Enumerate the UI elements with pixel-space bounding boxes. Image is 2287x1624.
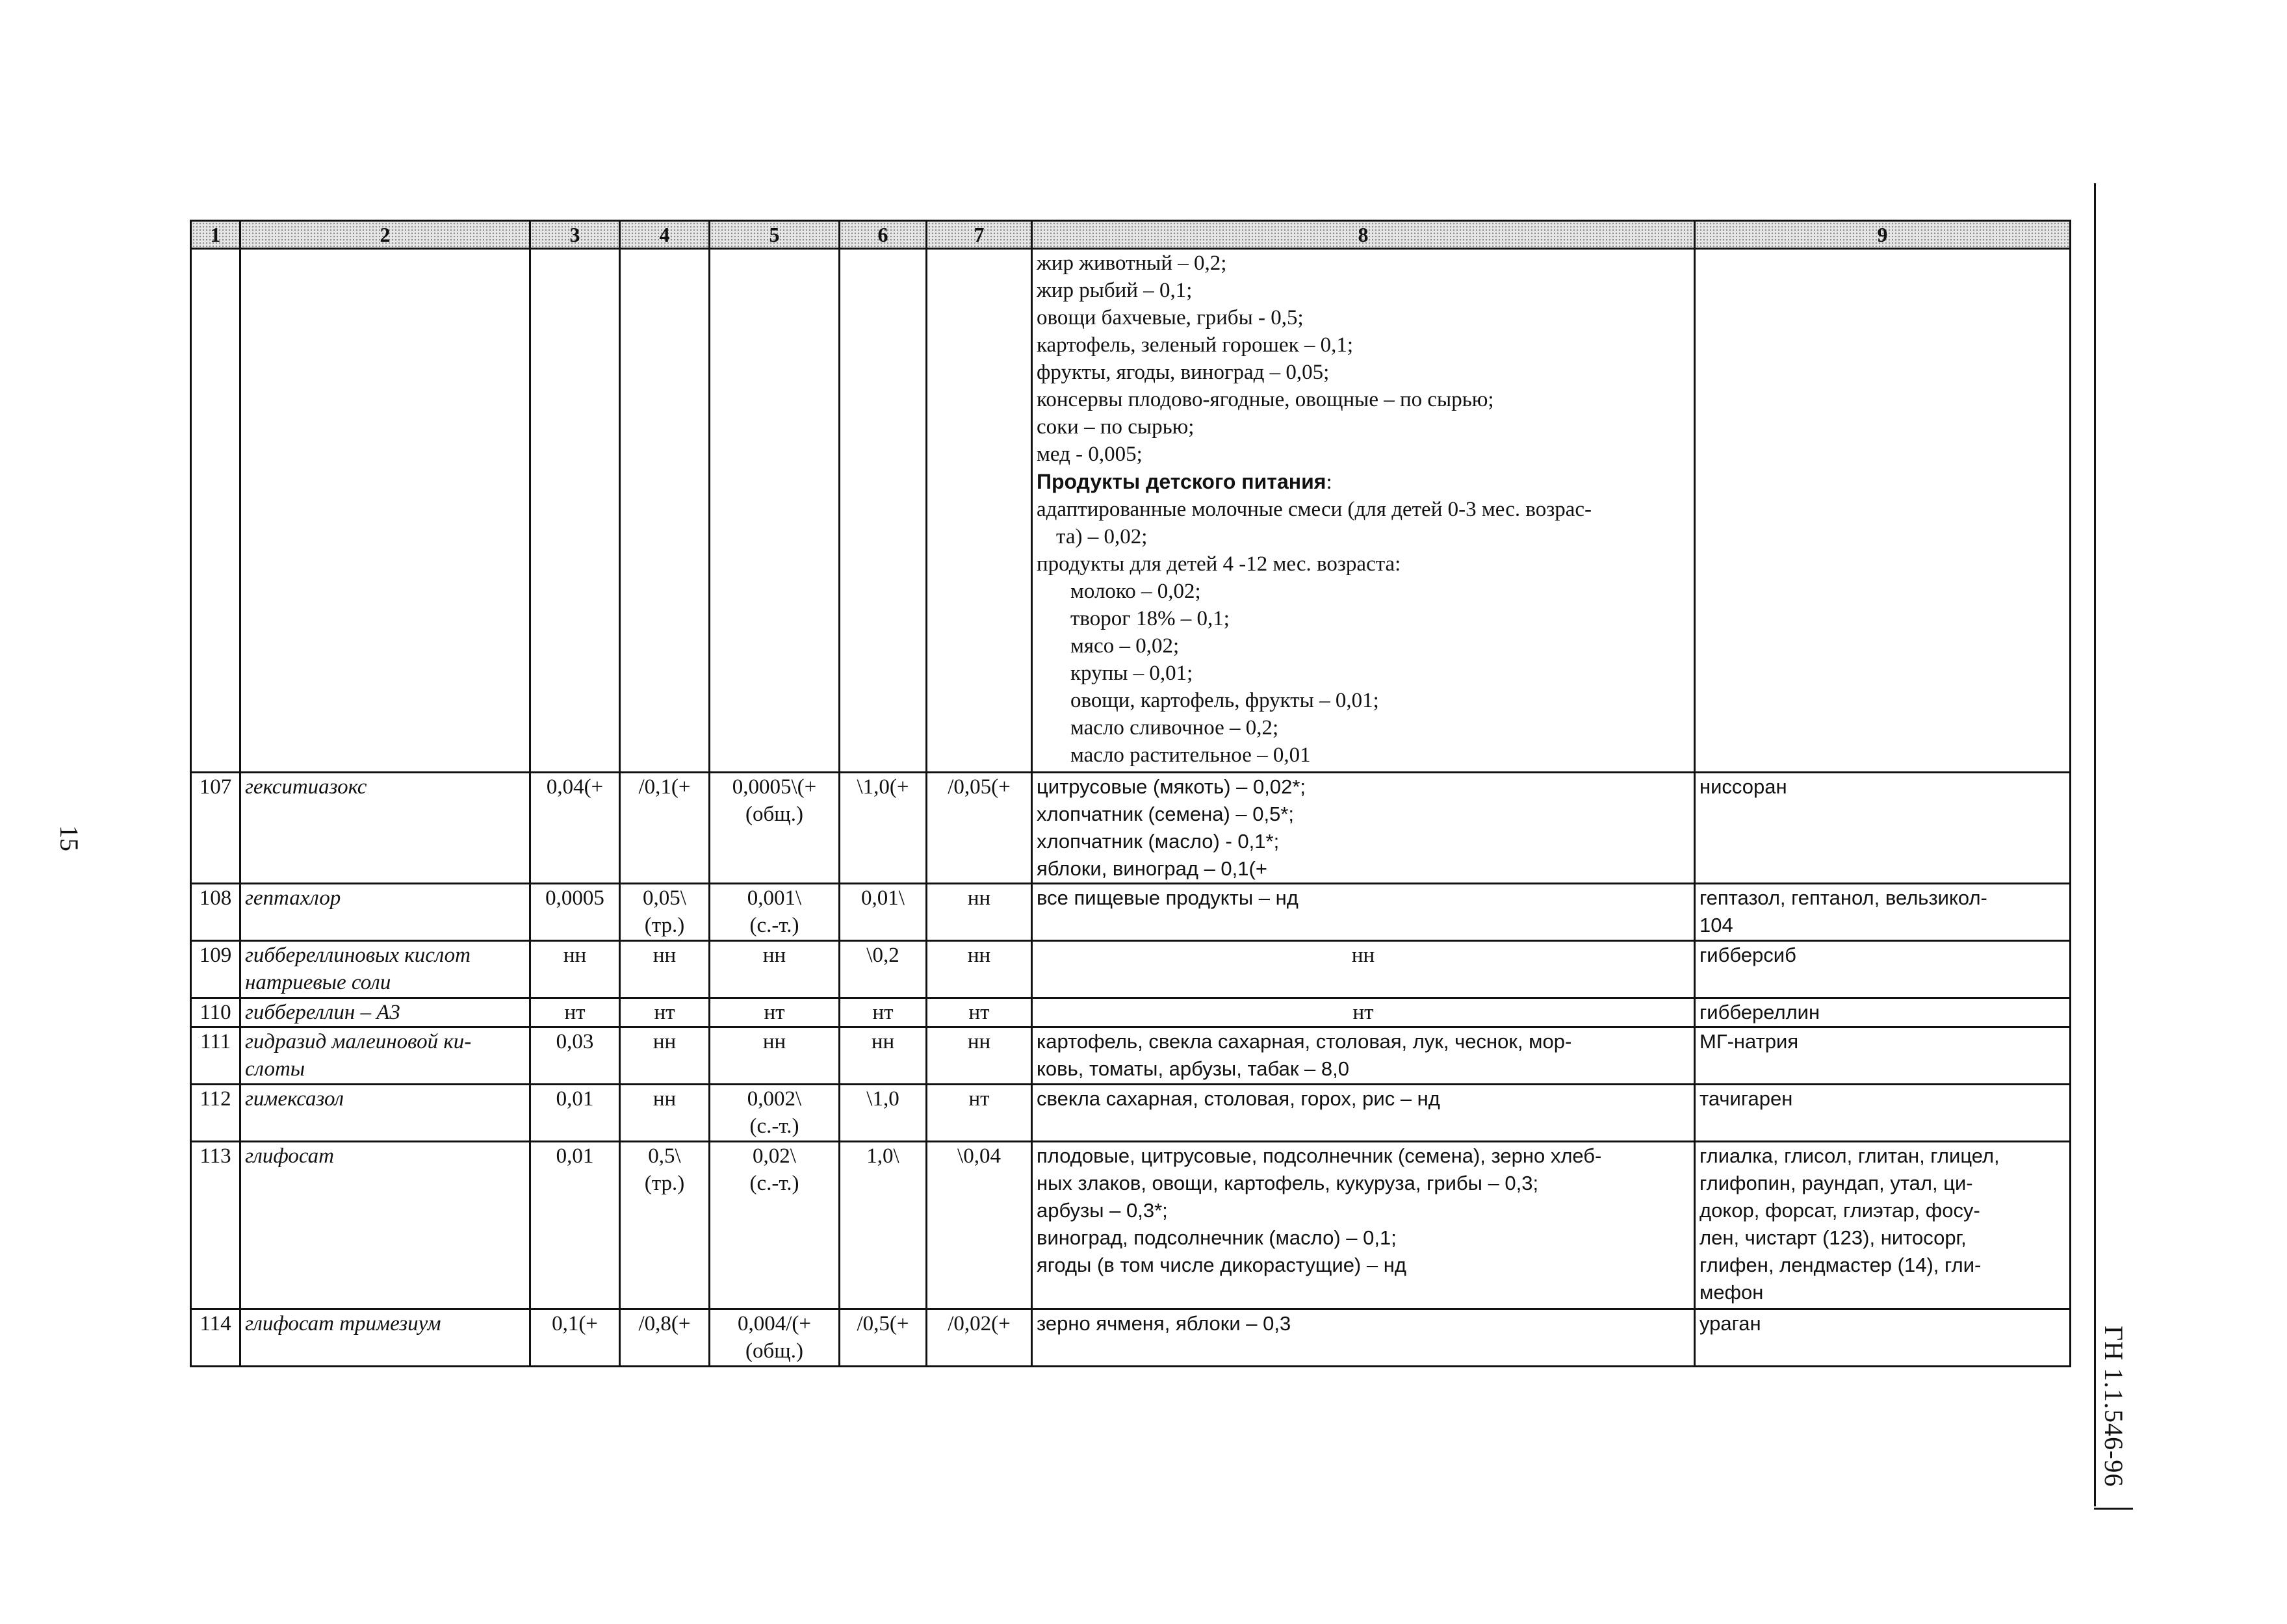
trade-names-cell: гиббереллин — [1695, 998, 2071, 1027]
header-cell-9: 9 — [1695, 221, 2071, 249]
value-cell-3: 0,01 — [530, 1085, 620, 1142]
value-cell-3: 0,1(+ — [530, 1309, 620, 1367]
substance-name: гидразид малеиновой ки- слоты — [240, 1027, 530, 1085]
value-cell-4: нн — [620, 1085, 710, 1142]
limits-cell: нт — [1032, 998, 1695, 1027]
trade-names-cell: тачигарен — [1695, 1085, 2071, 1142]
substance-name: гептахлор — [240, 884, 530, 941]
trade-names-cell: гибберсиб — [1695, 941, 2071, 998]
table-row — [191, 998, 2071, 1027]
value-cell-7: нн — [927, 1027, 1032, 1085]
trade-names-cell: МГ-натрия — [1695, 1027, 2071, 1085]
trade-names-cell: ниссоран — [1695, 773, 2071, 884]
substance-name: гиббереллин – А3 — [240, 998, 530, 1027]
table-row — [191, 1142, 2071, 1309]
table-row — [191, 884, 2071, 941]
baby-food-item: масло растительное – 0,01 — [1070, 743, 1311, 767]
limits-cell: нн — [1032, 941, 1695, 998]
value-cell-5: 0,004/(+ (общ.) — [710, 1309, 840, 1367]
margin-rule — [2094, 183, 2096, 1506]
value-cell-4: нн — [620, 1027, 710, 1085]
value-cell-4: 0,05\ (тр.) — [620, 884, 710, 941]
document-code-underline — [2094, 1508, 2133, 1510]
substance-name: гимексазол — [240, 1085, 530, 1142]
row-number: 112 — [191, 1085, 240, 1142]
value-cell-4: нт — [620, 998, 710, 1027]
standards-table — [190, 220, 2071, 1367]
substance-name: гекситиазокс — [240, 773, 530, 884]
value-cell-6: \1,0(+ — [840, 773, 927, 884]
trade-names-cell: гептазол, гептанол, вельзикол- 104 — [1695, 884, 2071, 941]
table-row — [191, 1309, 2071, 1367]
row-number: 107 — [191, 773, 240, 884]
value-cell-6: 1,0\ — [840, 1142, 927, 1309]
value-cell-6: нн — [840, 1027, 927, 1085]
value-cell-3: нт — [530, 998, 620, 1027]
row-number: 109 — [191, 941, 240, 998]
trade-names-cell: ураган — [1695, 1309, 2071, 1367]
row-number: 113 — [191, 1142, 240, 1309]
limit-line: жир рыбий – 0,1; — [1037, 279, 1193, 302]
value-cell-4: /0,1(+ — [620, 773, 710, 884]
baby-food-item: овощи, картофель, фрукты – 0,01; — [1070, 689, 1379, 712]
value-cell-5: нн — [710, 1027, 840, 1085]
limit-line: фрукты, ягоды, виноград – 0,05; — [1037, 361, 1330, 384]
continuation-limits-cell — [1032, 249, 1695, 773]
value-cell-7: нт — [927, 1085, 1032, 1142]
value-cell-6: \1,0 — [840, 1085, 927, 1142]
header-cell-3: 3 — [530, 221, 620, 249]
header-cell-1: 1 — [191, 221, 240, 249]
value-cell-4: /0,8(+ — [620, 1309, 710, 1367]
value-cell-3: 0,03 — [530, 1027, 620, 1085]
header-cell-6: 6 — [840, 221, 927, 249]
document-code: ГН 1.1.546-96 — [2099, 1326, 2128, 1488]
table-row — [191, 1027, 2071, 1085]
baby-food-item: молоко – 0,02; — [1070, 580, 1201, 603]
baby-food-item: масло сливочное – 0,2; — [1070, 716, 1279, 740]
baby-food-item: творог 18% – 0,1; — [1070, 607, 1230, 630]
value-cell-5: нт — [710, 998, 840, 1027]
header-cell-7: 7 — [927, 221, 1032, 249]
limit-line: овощи бахчевые, грибы - 0,5; — [1037, 306, 1304, 329]
limits-cell: зерно ячменя, яблоки – 0,3 — [1032, 1309, 1695, 1367]
value-cell-7: /0,05(+ — [927, 773, 1032, 884]
limits-cell: картофель, свекла сахарная, столовая, лук, чеснок, мор- ковь, томаты, арбузы, табак – 8,0 — [1032, 1027, 1695, 1085]
value-cell-5: 0,02\ (с.-т.) — [710, 1142, 840, 1309]
value-cell-3: 0,01 — [530, 1142, 620, 1309]
substance-name: глифосат тримезиум — [240, 1309, 530, 1367]
value-cell-4: нн — [620, 941, 710, 998]
table-row — [191, 941, 2071, 998]
row-number: 108 — [191, 884, 240, 941]
limits-cell: все пищевые продукты – нд — [1032, 884, 1695, 941]
value-cell-3: нн — [530, 941, 620, 998]
value-cell-6: /0,5(+ — [840, 1309, 927, 1367]
value-cell-7: \0,04 — [927, 1142, 1032, 1309]
continuation-row — [191, 249, 2071, 773]
substance-name: гиббереллиновых кислот натриевые соли — [240, 941, 530, 998]
value-cell-3: 0,04(+ — [530, 773, 620, 884]
header-cell-4: 4 — [620, 221, 710, 249]
value-cell-7: нн — [927, 941, 1032, 998]
table-row — [191, 1085, 2071, 1142]
row-number: 110 — [191, 998, 240, 1027]
value-cell-6: нт — [840, 998, 927, 1027]
limit-line: жир животный – 0,2; — [1037, 251, 1227, 275]
limit-line: консервы плодово-ягодные, овощные – по сырью; — [1037, 388, 1494, 411]
limits-cell: плодовые, цитрусовые, подсолнечник (семена), зерно хлеб- ных злаков, овощи, картофель, кукуруза, грибы – 0,3; арбузы – 0,3*; виноград, подсолнечник (масло) – 0,1; ягоды (в том числе дикорастущие) – нд — [1032, 1142, 1695, 1309]
limits-cell: свекла сахарная, столовая, горох, рис – нд — [1032, 1085, 1695, 1142]
header-cell-8: 8 — [1032, 221, 1695, 249]
infant-formula-line: та) – 0,02; — [1056, 525, 1148, 548]
baby-food-item: крупы – 0,01; — [1070, 662, 1193, 685]
baby-food-item: мясо – 0,02; — [1070, 634, 1180, 658]
value-cell-5: 0,002\ (с.-т.) — [710, 1085, 840, 1142]
older-infants-heading: продукты для детей 4 -12 мес. возраста: — [1037, 552, 1401, 576]
value-cell-3: 0,0005 — [530, 884, 620, 941]
baby-food-heading: Продукты детского питания: — [1037, 470, 1332, 494]
trade-names-cell: глиалка, глисол, глитан, глицел, глифопин, раундап, утал, ци- докор, форсат, глиэтар, фосу- лен, чистарт (123), нитосорг, глифен, лендмастер (14), гли- мефон — [1695, 1142, 2071, 1309]
header-cell-5: 5 — [710, 221, 840, 249]
header-cell-2: 2 — [240, 221, 530, 249]
value-cell-7: нт — [927, 998, 1032, 1027]
table-row — [191, 773, 2071, 884]
limit-line: соки – по сырью; — [1037, 415, 1195, 439]
table-header-row — [191, 221, 2071, 249]
limit-line: мед - 0,005; — [1037, 443, 1143, 466]
value-cell-6: \0,2 — [840, 941, 927, 998]
infant-formula-line: адаптированные молочные смеси (для детей 0-3 мес. возрас- — [1037, 498, 1592, 521]
value-cell-5: 0,001\ (с.-т.) — [710, 884, 840, 941]
substance-name: глифосат — [240, 1142, 530, 1309]
value-cell-7: нн — [927, 884, 1032, 941]
value-cell-4: 0,5\ (тр.) — [620, 1142, 710, 1309]
value-cell-5: 0,0005\(+ (общ.) — [710, 773, 840, 884]
value-cell-6: 0,01\ — [840, 884, 927, 941]
row-number: 111 — [191, 1027, 240, 1085]
row-number: 114 — [191, 1309, 240, 1367]
limits-cell: цитрусовые (мякоть) – 0,02*; хлопчатник (семена) – 0,5*; хлопчатник (масло) - 0,1*; яблоки, виноград – 0,1(+ — [1032, 773, 1695, 884]
value-cell-5: нн — [710, 941, 840, 998]
limit-line: картофель, зеленый горошек – 0,1; — [1037, 333, 1354, 357]
value-cell-7: /0,02(+ — [927, 1309, 1032, 1367]
page-number: 15 — [55, 825, 84, 851]
